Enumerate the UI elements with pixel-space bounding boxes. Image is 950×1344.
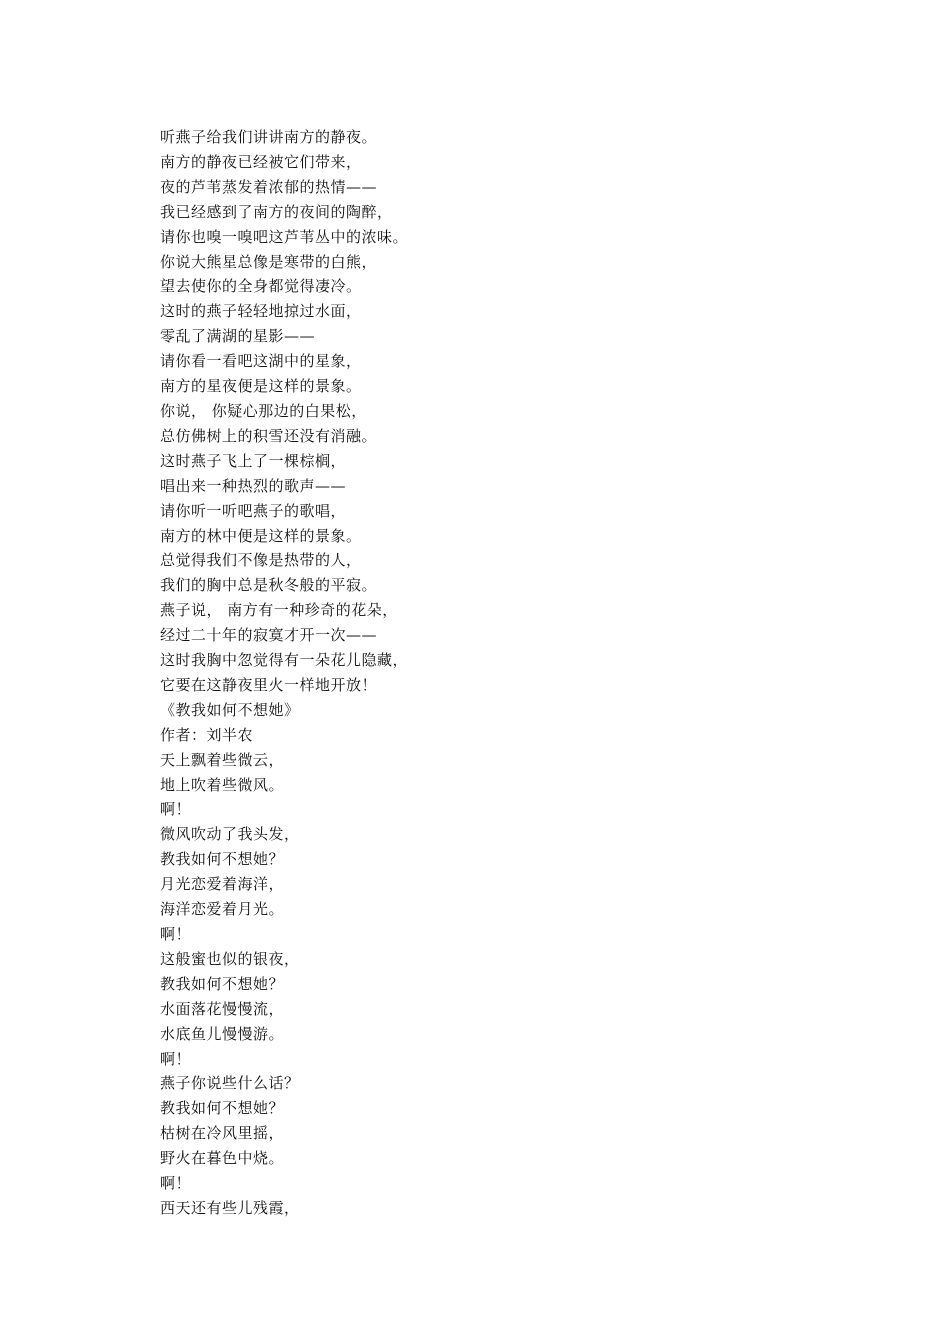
text-line: 枯树在冷风里摇， — [160, 1124, 285, 1143]
text-line: 啊！ — [160, 800, 192, 819]
text-line: 夜的芦苇蒸发着浓郁的热情—— — [160, 177, 378, 196]
text-line: 西天还有些儿残霞， — [160, 1198, 300, 1217]
text-line: 经过二十年的寂寞才开一次—— — [160, 626, 378, 645]
text-line: 请你看一看吧这湖中的星象， — [160, 352, 362, 371]
text-line: 我已经感到了南方的夜间的陶醉， — [160, 202, 393, 221]
text-line: 这时燕子飞上了一棵棕榈， — [160, 451, 347, 470]
text-line: 天上飘着些微云， — [160, 750, 285, 769]
text-line: 地上吹着些微风。 — [160, 775, 285, 794]
text-line: 望去使你的全身都觉得凄冷。 — [160, 277, 362, 296]
text-line: 南方的林中便是这样的景象。 — [160, 526, 362, 545]
text-line: 啊！ — [160, 925, 192, 943]
text-line: 零乱了满湖的星影—— — [160, 327, 316, 346]
text-line: 总仿佛树上的积雪还没有消融。 — [160, 426, 378, 445]
text-line: 南方的星夜便是这样的景象。 — [160, 377, 362, 396]
text-line: 微风吹动了我头发， — [160, 825, 300, 844]
text-line: 作者：刘半农 — [160, 725, 254, 744]
text-line: 总觉得我们不像是热带的人， — [160, 551, 362, 570]
text-line: 啊！ — [160, 1174, 192, 1193]
text-line: 你说大熊星总像是寒带的白熊， — [160, 252, 378, 271]
text-line: 唱出来一种热烈的歌声—— — [160, 476, 347, 495]
poem-text-block — [160, 125, 860, 1221]
text-line: 燕子说， 南方有一种珍奇的花朵， — [160, 601, 398, 620]
text-line: 这般蜜也似的银夜， — [160, 949, 300, 968]
text-line: 教我如何不想她？ — [160, 850, 285, 869]
text-line: 啊！ — [160, 1049, 192, 1068]
text-line: 月光恋爱着海洋， — [160, 875, 285, 894]
text-line: 这时我胸中忽觉得有一朵花儿隐藏， — [160, 651, 409, 670]
text-line: 燕子你说些什么话？ — [160, 1074, 300, 1093]
text-line: 南方的静夜已经被它们带来， — [160, 152, 362, 171]
text-line: 教我如何不想她？ — [160, 1099, 285, 1118]
text-line: 听燕子给我们讲讲南方的静夜。 — [160, 128, 378, 146]
text-line: 水底鱼儿慢慢游。 — [160, 1024, 285, 1043]
text-line: 你说， 你疑心那边的白果松， — [160, 401, 367, 420]
text-line: 我们的胸中总是秋冬般的平寂。 — [160, 576, 378, 595]
text-line: 请你听一听吧燕子的歌唱， — [160, 501, 347, 520]
text-line: 请你也嗅一嗅吧这芦苇丛中的浓味。 — [160, 227, 409, 246]
text-line: 它要在这静夜里火一样地开放！ — [160, 675, 378, 694]
text-line: 《教我如何不想她》 — [160, 700, 300, 719]
text-line: 野火在暮色中烧。 — [160, 1149, 285, 1168]
text-line: 这时的燕子轻轻地掠过水面， — [160, 302, 362, 321]
text-line: 教我如何不想她？ — [160, 974, 285, 993]
text-line: 水面落花慢慢流， — [160, 999, 285, 1018]
text-line: 海洋恋爱着月光。 — [160, 900, 285, 919]
